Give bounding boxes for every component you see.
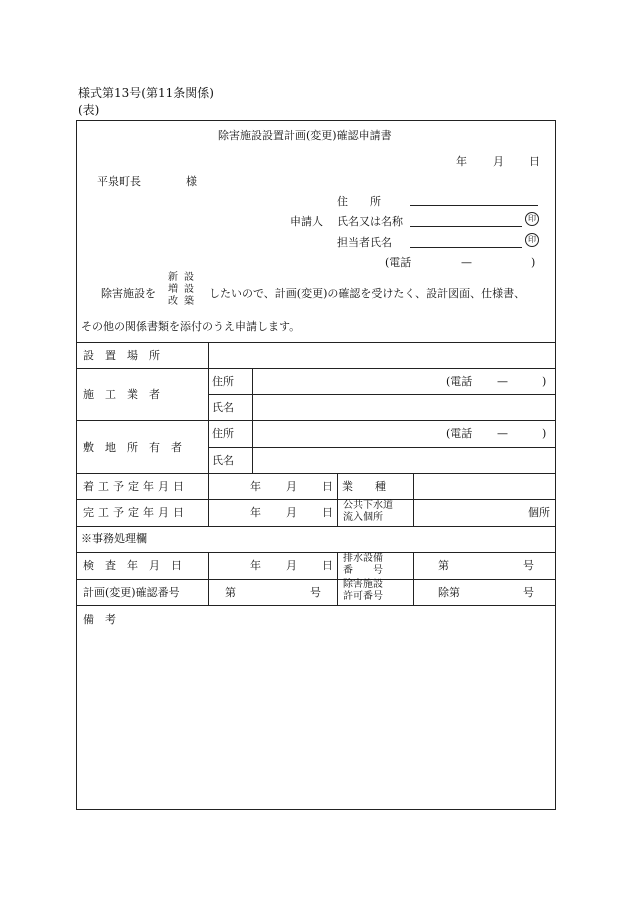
contractor-label: 施 工 業 者 (83, 388, 160, 401)
office-section-label: ※事務処理欄 (81, 532, 147, 545)
body-line-2: その他の関係書類を添付のうえ申請します。 (81, 320, 301, 333)
col-divider (413, 473, 414, 526)
sewer-label-1: 公共下水道 (343, 500, 393, 511)
permit-jo-dai: 除第 (438, 586, 460, 599)
remarks-label: 備 考 (83, 613, 116, 626)
address-field-line[interactable] (410, 205, 538, 206)
applicant-label: 申請人 (290, 215, 323, 228)
row-divider (76, 552, 556, 553)
row-divider (208, 394, 556, 395)
honorific: 様 (186, 175, 197, 188)
inspection-date-label: 検 査 年 月 日 (83, 559, 182, 572)
choice-new: 新設 (168, 272, 200, 283)
row-divider (208, 447, 556, 448)
contractor-phone-close: ) (542, 375, 547, 388)
end-day: 日 (322, 506, 333, 519)
row-divider (76, 579, 556, 580)
body-suffix: したいので、計画(変更)の確認を受けたく、設計図面、仕様書、 (209, 287, 526, 300)
owner-name-label: 氏名 (212, 454, 234, 467)
permit-label-2: 許可番号 (343, 591, 383, 602)
sewer-count-unit: 個所 (528, 506, 550, 519)
col-divider (413, 552, 414, 605)
location-value[interactable] (210, 344, 554, 367)
plan-dai: 第 (225, 586, 236, 599)
row-divider (76, 605, 556, 606)
owner-phone-open: (電話 (446, 427, 473, 440)
sewer-label-2: 流入個所 (343, 512, 383, 523)
date-day: 日 (529, 155, 540, 168)
col-divider (337, 552, 338, 605)
plan-go: 号 (310, 586, 321, 599)
col-divider (208, 342, 209, 526)
col-divider (337, 473, 338, 526)
end-year: 年 (250, 506, 261, 519)
contractor-phone-dash: — (497, 375, 508, 388)
row-divider (76, 342, 556, 343)
start-date-label: 着工予定年月日 (83, 480, 188, 493)
col-divider (208, 552, 209, 605)
contractor-phone-open: (電話 (446, 375, 473, 388)
person-field-line[interactable] (410, 247, 522, 248)
business-label: 業 種 (342, 480, 386, 493)
end-date-label: 完工予定年月日 (83, 506, 188, 519)
contractor-address-label: 住所 (212, 375, 234, 388)
drain-label-2: 番 号 (343, 565, 383, 576)
remarks-field[interactable] (78, 630, 554, 808)
end-month: 月 (286, 506, 297, 519)
form-number: 様式第13号(第11条関係) (78, 86, 214, 100)
address-label: 住 所 (337, 195, 381, 208)
start-month: 月 (286, 480, 297, 493)
location-label: 設 置 場 所 (83, 349, 160, 362)
phone-dash: — (461, 256, 472, 269)
row-divider (76, 526, 556, 527)
row-divider (76, 499, 556, 500)
seal-mark-2: 印 (525, 233, 539, 247)
form-side-label: (表) (78, 103, 100, 117)
choice-mod: 改築 (168, 296, 200, 307)
name-label: 氏名又は名称 (337, 215, 403, 228)
start-year: 年 (250, 480, 261, 493)
owner-phone-dash: — (497, 427, 508, 440)
choice-add: 増設 (168, 284, 200, 295)
form-title: 除害施設設置計画(変更)確認申請書 (218, 129, 392, 142)
drain-label-1: 排水設備 (343, 553, 383, 564)
drain-dai: 第 (438, 559, 449, 572)
seal-mark: 印 (525, 212, 539, 226)
phone-close: ) (531, 256, 536, 269)
contractor-name-label: 氏名 (212, 401, 234, 414)
row-divider (76, 473, 556, 474)
permit-label-1: 除害施設 (343, 579, 383, 590)
addressee: 平泉町長 (97, 175, 141, 188)
start-day: 日 (322, 480, 333, 493)
row-divider (76, 420, 556, 421)
phone-label: (電話 (385, 256, 412, 269)
inspection-day: 日 (322, 559, 333, 572)
person-label: 担当者氏名 (337, 236, 392, 249)
owner-label: 敷 地 所 有 者 (83, 441, 182, 454)
col-divider (252, 368, 253, 473)
date-year: 年 (456, 155, 467, 168)
drain-go: 号 (523, 559, 534, 572)
name-field-line[interactable] (410, 226, 522, 227)
owner-phone-close: ) (542, 427, 547, 440)
inspection-month: 月 (286, 559, 297, 572)
body-prefix: 除害施設を (101, 287, 156, 300)
date-month: 月 (493, 155, 504, 168)
owner-address-label: 住所 (212, 427, 234, 440)
permit-go: 号 (523, 586, 534, 599)
row-divider (76, 368, 556, 369)
plan-number-label: 計画(変更)確認番号 (83, 586, 180, 599)
inspection-year: 年 (250, 559, 261, 572)
